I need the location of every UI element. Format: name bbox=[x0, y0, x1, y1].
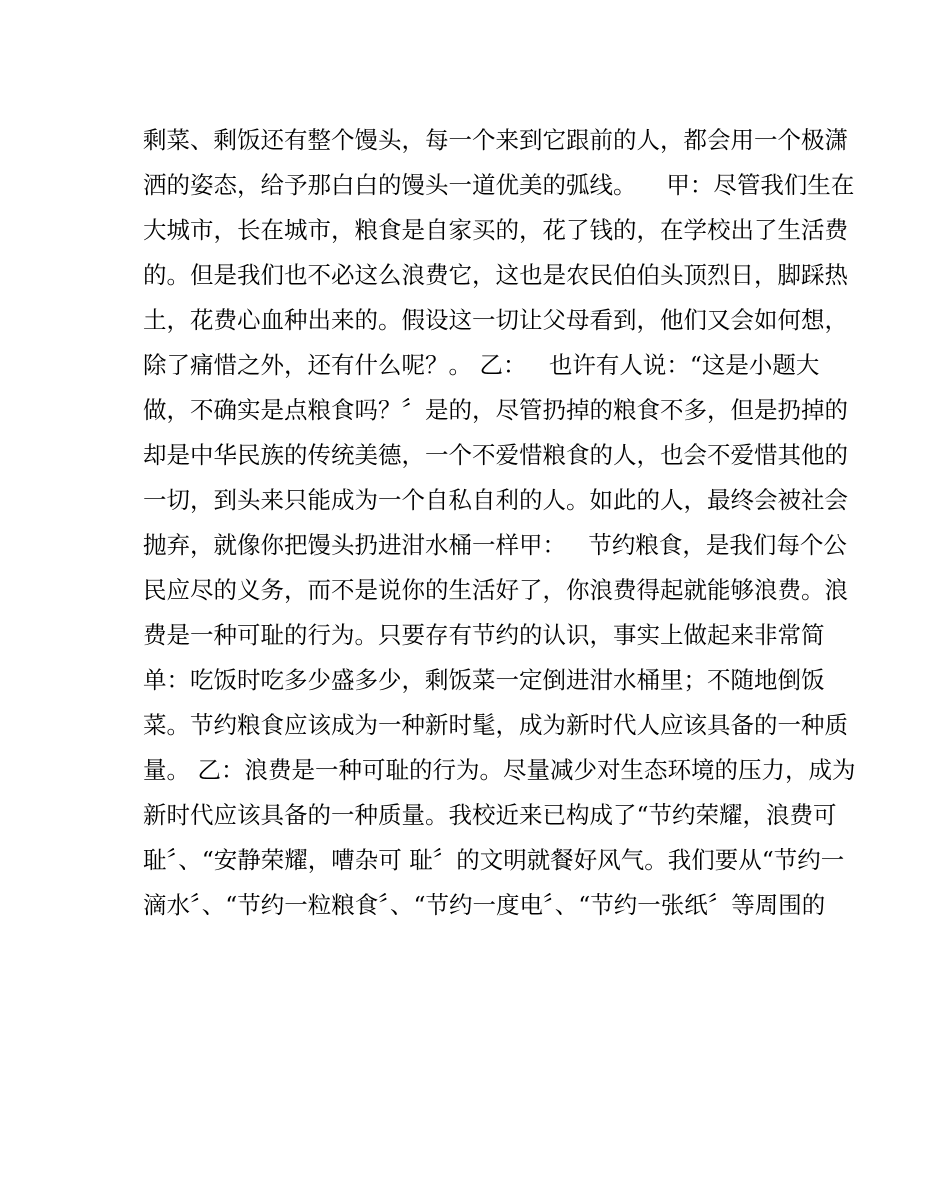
text-line: 单：吃饭时吃多少盛多少，剩饭菜一定倒进泔水桶里；不随地倒饭 bbox=[143, 666, 825, 694]
text-line: 民应尽的义务，而不是说你的生活好了，你浪费得起就能够浪费。浪 bbox=[143, 576, 848, 604]
text-line: 费是一种可耻的行为。只要存有节约的认识，事实上做起来非常简 bbox=[143, 621, 825, 649]
text-line: 除了痛惜之外，还有什么呢？。 乙： 也许有人说：“这是小题大 bbox=[143, 351, 820, 379]
text-line: 抛弃，就像你把馒头扔进泔水桶一样甲： 节约粮食，是我们每个公 bbox=[143, 531, 847, 559]
text-line: 的。但是我们也不必这么浪费它，这也是农民伯伯头顶烈日，脚踩热 bbox=[143, 261, 848, 289]
text-line: 新时代应该具备的一种质量。我校近来已构成了“节约荣耀，浪费可 bbox=[143, 801, 837, 829]
text-line: 土，花费心血种出来的。假设这一切让父母看到，他们又会如何想， bbox=[143, 306, 848, 334]
text-line: 剩菜、剩饭还有整个馒头，每一个来到它跟前的人，都会用一个极潇 bbox=[143, 126, 848, 154]
text-line: 做，不确实是点粮食吗？〞是的，尽管扔掉的粮食不多，但是扔掉的 bbox=[143, 396, 848, 424]
text-line: 耻〞、“安静荣耀，嘈杂可 耻〞的文明就餐好风气。我们要从“节约一 bbox=[143, 846, 845, 874]
text-line: 菜。节约粮食应该成为一种新时髦，成为新时代人应该具备的一种质 bbox=[143, 711, 848, 739]
text-line: 洒的姿态，给予那白白的馒头一道优美的弧线。 甲：尽管我们生在 bbox=[143, 171, 855, 199]
text-line: 滴水〞、“节约一粒粮食〞、“节约一度电〞、“节约一张纸〞等周围的 bbox=[143, 891, 826, 919]
text-line: 却是中华民族的传统美德，一个不爱惜粮食的人，也会不爱惜其他的 bbox=[143, 441, 848, 469]
text-line: 大城市，长在城市，粮食是自家买的，花了钱的，在学校出了生活费 bbox=[143, 216, 848, 244]
text-line: 一切，到头来只能成为一个自私自利的人。如此的人，最终会被社会 bbox=[143, 486, 848, 514]
body-text bbox=[143, 118, 856, 928]
text-line: 量。 乙：浪费是一种可耻的行为。尽量减少对生态环境的压力，成为 bbox=[143, 756, 856, 784]
